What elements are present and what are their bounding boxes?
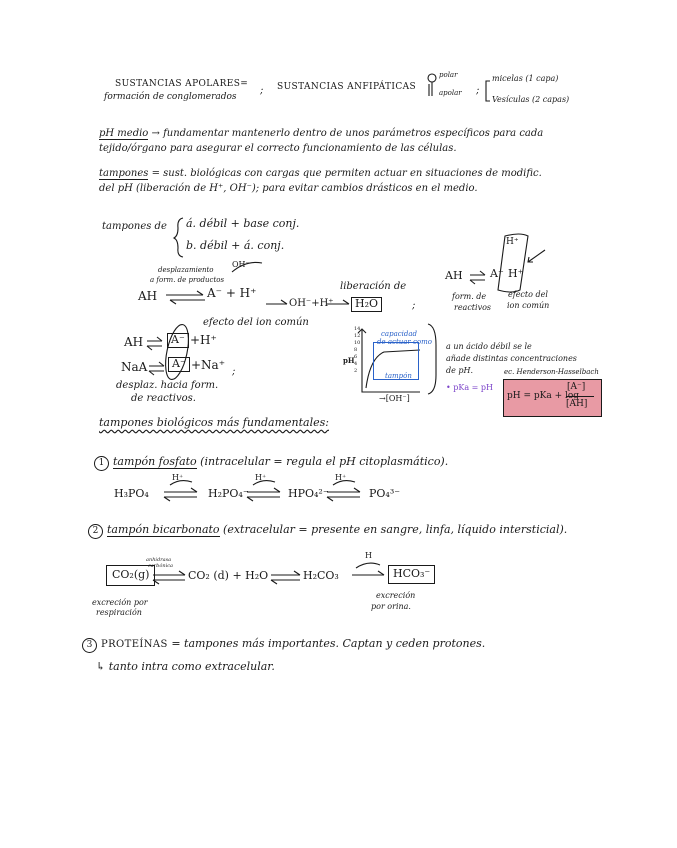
h3po4: H₃PO₄: [114, 487, 149, 500]
ytick: 2: [354, 368, 358, 374]
eq3-a-boxed-2: A⁻: [168, 357, 190, 372]
tampones-paragraph: [99, 168, 542, 180]
fosfato-desc: (intracelular = regula el pH citoplasmático).: [200, 455, 449, 468]
efecto-ion-comun: efecto del ion común: [203, 317, 309, 328]
tampones-line-2: del pH (liberación de H⁺, OH⁻); para evitar cambios drásticos en el medio.: [99, 183, 478, 194]
eq3-na: +Na⁺: [191, 358, 226, 372]
bicarbonato-title: tampón bicarbonato: [107, 523, 220, 536]
form-reactivos-2: reactivos: [454, 303, 492, 312]
fosfato-heading: [94, 456, 448, 471]
capacidad-label-1: capacidad: [381, 330, 418, 338]
hh-line-1: a un ácido débil se le: [446, 342, 532, 351]
number-3: 3: [82, 638, 97, 653]
tampon-zone-box: [373, 342, 419, 380]
h-label: H⁺: [172, 473, 184, 482]
tampon-type-a: á. débil + base conj.: [186, 217, 300, 230]
hh-formula-num: [A⁻]: [567, 382, 586, 392]
co2g-box: CO₂(g): [106, 565, 155, 586]
apolares-heading: SUSTANCIAS APOLARES=: [115, 79, 249, 89]
ah-species: AH: [138, 289, 158, 303]
eq3-ah: AH: [124, 335, 144, 349]
separator: ;: [476, 85, 480, 96]
fundamentales-title: tampones biológicos más fundamentales:: [99, 416, 329, 429]
eq3-h: +H⁺: [190, 333, 217, 347]
hh-formula-den: [AH]: [566, 399, 588, 409]
number-2: 2: [88, 524, 103, 539]
po4: PO₄³⁻: [369, 487, 401, 500]
ytick: 10: [354, 340, 361, 346]
h-label: H: [365, 551, 372, 560]
tampones-de-label: tampones de: [102, 221, 167, 232]
apolares-description: formación de conglomerados: [104, 92, 237, 102]
eq3-a-boxed: A⁻: [167, 333, 189, 348]
excrecion-respiracion-1: excreción por: [92, 598, 148, 607]
ytick: 4: [354, 361, 358, 367]
oh-h-reaction: OH⁻+H⁺: [289, 298, 334, 309]
excrecion-orina-1: excreción: [376, 591, 416, 600]
hh-formula-left: pH = pKa + log: [507, 391, 580, 401]
proteinas-heading: [82, 638, 485, 653]
pka-equals-ph: • pKa = pH: [446, 383, 494, 392]
ph-title: pH medio: [99, 128, 149, 139]
ytick: 8: [354, 347, 358, 353]
graph-yticks: [354, 326, 360, 375]
bicarbonato-desc: (extracelular = presente en sangre, linfa, líquido intersticial).: [223, 523, 568, 536]
a-h-products: A⁻ + H⁺: [207, 286, 257, 300]
ph-paragraph: [99, 128, 543, 140]
anhidrasa-label: anhidrasa: [146, 557, 172, 563]
micelas-label: micelas (1 capa): [492, 74, 559, 83]
fosfato-title: tampón fosfato: [113, 455, 197, 468]
eq2-h-top: H⁺: [506, 237, 519, 247]
proteinas-sub: ↳ tanto intra como extracelular.: [96, 660, 275, 673]
h-label: H⁺: [255, 473, 267, 482]
h2co3: H₂CO₃: [303, 569, 339, 582]
apolar-label: apolar: [439, 89, 462, 97]
eq2-a: A⁻: [490, 267, 504, 280]
carbonica-label: carbónica: [148, 563, 173, 569]
hpo4: HPO₄²⁻: [288, 487, 329, 500]
fraction-bar: [566, 396, 594, 397]
liberacion-label: liberación de: [340, 281, 407, 292]
separator: ;: [232, 366, 236, 377]
desplaz-hacia-2: de reactivos.: [131, 393, 196, 404]
hh-formula-box: [503, 379, 602, 417]
ytick: 14: [354, 326, 361, 332]
oh-ion: OH⁻: [232, 260, 250, 269]
graph-ylabel: pH: [343, 356, 355, 365]
excrecion-respiracion-2: respiración: [96, 608, 142, 617]
desplazamiento-label: desplazamiento: [158, 266, 214, 274]
efecto-ion-1: efecto del: [508, 290, 548, 299]
h-label: H⁺: [335, 473, 347, 482]
anfipaticas-heading: SUSTANCIAS ANFIPÁTICAS: [277, 82, 417, 92]
form-productos-label: a form. de productos: [150, 276, 225, 284]
separator: ;: [412, 300, 416, 311]
tampon-type-b: b. débil + á. conj.: [186, 239, 285, 252]
ph-line-2: tejido/órgano para asegurar el correcto funcionamiento de las células.: [99, 143, 457, 154]
proteinas-title: PROTEÍNAS: [101, 639, 168, 650]
tampon-zone-label: tampón: [385, 372, 412, 380]
excrecion-orina-2: por orina.: [371, 602, 411, 611]
hh-line-3: de pH.: [446, 366, 474, 375]
desplaz-hacia-1: desplaz. hacia form.: [116, 380, 219, 391]
ytick: 12: [354, 333, 361, 339]
form-reactivos-1: form. de: [452, 292, 487, 301]
capacidad-label-2: de actuar como: [377, 338, 432, 346]
hh-line-2: añade distintas concentraciones: [446, 354, 577, 363]
ph-line-1: → fundamentar mantenerlo dentro de unos parámetros específicos para cada: [151, 128, 544, 139]
separator: ;: [260, 85, 264, 96]
proteinas-desc: = tampones más importantes. Captan y ceden protones.: [171, 637, 486, 650]
h2o-box: H₂O: [351, 297, 382, 312]
eq2-ah: AH: [445, 269, 463, 282]
vesiculas-label: Vesículas (2 capas): [492, 95, 570, 104]
hco3-box: HCO₃⁻: [388, 565, 435, 584]
hh-equation-name: ec. Henderson-Hasselbach: [504, 368, 599, 376]
bicarbonato-heading: [88, 524, 567, 539]
efecto-ion-2: ion común: [507, 301, 550, 310]
eq3-naa: NaA: [121, 360, 148, 374]
h2po4: H₂PO₄⁻: [208, 487, 249, 500]
number-1: 1: [94, 456, 109, 471]
eq2-h: H⁺: [508, 267, 524, 280]
tampones-title: tampones: [99, 168, 149, 179]
co2d-h2o: CO₂ (d) + H₂O: [188, 569, 269, 582]
polar-label: polar: [439, 71, 458, 79]
graph-xlabel: →[OH⁻]: [379, 394, 410, 403]
tampones-line-1: = sust. biológicas con cargas que permiten actuar en situaciones de modific.: [151, 168, 542, 179]
ytick: 6: [354, 354, 358, 360]
